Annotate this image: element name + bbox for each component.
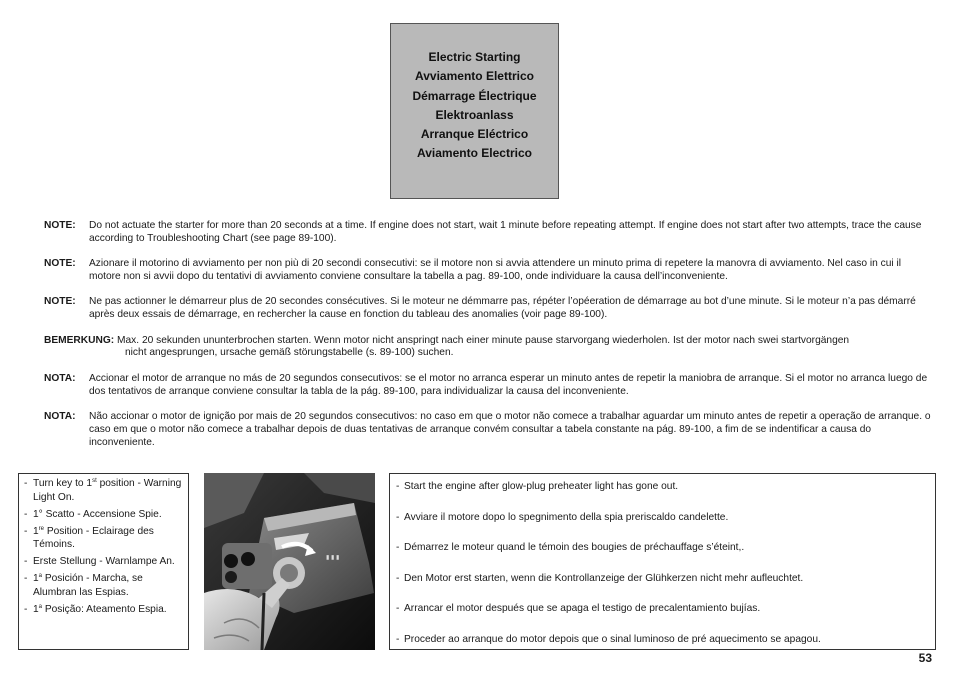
ignition-key-photo: [204, 473, 375, 650]
key-step-item: [24, 525, 184, 552]
note-label: NOTE:: [44, 258, 76, 270]
key-step-item: [24, 572, 184, 599]
note-text: Do not actuate the starter for more than 20 seconds at a time. If engine does not start, wait 1 minute before repeating attempt. If engine does not start after two attempts, trace the cause according to Troubleshooting Chart (see page 89-100).: [89, 220, 922, 244]
note-text-continued: nicht angesprungen, ursache gemäß störungstabelle (s. 89-100) suchen.: [125, 347, 454, 359]
note-text: Não accionar o motor de ignição por mais de 20 segundos consecutivos: no caso em que o motor não comece a trabalhar aguardar um minuto antes de repetir a operação de arranque. o caso em que o motor não comece a trabalhar depois de duas tentativas de arranque convém consultar a tabela constante na pág. 89-100, a fim de se indentificar a causa do inconveniente.: [89, 410, 931, 448]
key-step-text: 1: [33, 603, 39, 615]
key-step-text: Posición - Marcha, se Alumbran las Espias.: [33, 573, 143, 598]
instruction-item: [396, 511, 929, 542]
title-line: Avviamento Elettrico: [415, 69, 534, 84]
dash-bullet: -: [396, 542, 400, 553]
dash-bullet: -: [396, 481, 400, 492]
title-line: Elektroanlass: [435, 107, 514, 122]
key-step-item: [24, 603, 184, 617]
instruction-text: Avviare il motore dopo lo spegnimento della spia preriscaldo candelette.: [404, 511, 729, 523]
ignition-key-illustration: [204, 473, 375, 650]
key-step-text: 1: [33, 525, 39, 537]
title-box: [390, 23, 559, 199]
dash-bullet: -: [396, 603, 400, 614]
note-english: [44, 220, 934, 246]
instruction-text: Den Motor erst starten, wenn die Kontrollanzeige der Glühkerzen nicht mehr aufleuchtet.: [404, 572, 804, 584]
key-step-item: [24, 555, 184, 569]
note-text: Azionare il motorino di avviamento per non più di 20 secondi consecutivi: se il motore non si avvia attendere un minuto prima di repetere la manovra di avviamento. Nel caso in cui il motore non si avvii dopo du tentativi di avviamento conviene consultare la tabella a pag. 89-100, onde individuare la causa dell’inconveniente.: [89, 258, 902, 282]
notes-section: [44, 220, 934, 462]
superscript: st: [92, 478, 97, 484]
note-spanish: [44, 373, 934, 399]
key-step-text: Erste Stellung - Warnlampe An.: [33, 556, 175, 568]
note-label: NOTA:: [44, 410, 76, 422]
dash-bullet: -: [24, 478, 28, 489]
svg-text:▮ ▮ ▮: ▮ ▮ ▮: [326, 555, 340, 561]
key-step-text: 1° Scatto - Accensione Spie.: [33, 508, 162, 520]
note-label: NOTE:: [44, 220, 76, 231]
dash-bullet: -: [396, 572, 400, 584]
title-line: Electric Starting: [428, 50, 521, 64]
note-label: NOTA:: [44, 372, 76, 384]
key-step-text: Position - Eclairage des Témoins.: [33, 525, 154, 551]
instruction-item: [396, 480, 929, 511]
title-line: Démarrage Électrique: [412, 88, 537, 103]
instruction-item: [396, 572, 929, 603]
note-label: BEMERKUNG:: [44, 334, 115, 346]
note-text: Ne pas actionner le démarreur plus de 20 secondes consécutives. Si le moteur ne démmarre pas, répéter l’opéeration de démarrage au bot d’une minute. Si le moteur n’a pas démarré après deux essais de démarrage, en rechercher la cause en fonction du tableau des anomalies (voir page 89-100).: [89, 296, 916, 321]
dash-bullet: -: [396, 633, 400, 645]
key-step-text: position - Warning Light On.: [33, 478, 182, 503]
page-number: 53: [918, 651, 932, 665]
note-first-line: [44, 335, 934, 348]
note-french: [44, 296, 934, 322]
note-text: Accionar el motor de arranque no más de 20 segundos consecutivos: se el motor no arranca esperar un minuto antes de repetir la maniobra de arranque. Si el motor no arranca luego de dos tentativos de arranque conviene consultar la tabla de la pág. 89-100, para individualizar la causa del inconveniente.: [89, 372, 928, 397]
dash-bullet: -: [396, 511, 400, 523]
superscript: re: [38, 525, 45, 532]
dash-bullet: -: [24, 508, 28, 520]
dash-bullet: -: [24, 556, 28, 568]
superscript: a: [38, 603, 43, 610]
key-step-item: [24, 508, 184, 522]
key-step-item: [24, 477, 184, 504]
instruction-text: Start the engine after glow-plug preheater light has gone out.: [404, 481, 679, 492]
instruction-text: Démarrez le moteur quand le témoin des bougies de préchauffage s’éteint,.: [404, 542, 745, 553]
note-portuguese: [44, 411, 934, 449]
instruction-item: [396, 541, 929, 572]
dash-bullet: -: [24, 603, 28, 615]
dash-bullet: -: [24, 525, 28, 537]
dash-bullet: -: [24, 573, 28, 585]
instruction-text: Proceder ao arranque do motor depois que o sinal luminoso de pré aquecimento se apagou.: [404, 633, 821, 645]
note-text: Max. 20 sekunden ununterbrochen starten. Wenn motor nicht anspringt nach einer minute pause starvorgang wiederholen. Ist der motor nach swei startvorgängen: [117, 334, 850, 346]
key-step-text: Turn key to 1: [33, 478, 93, 489]
title-line: Arranque Eléctrico: [420, 127, 529, 142]
title-line: Aviamento Electrico: [417, 146, 532, 161]
key-step-text: Posição: Ateamento Espia.: [42, 603, 167, 615]
note-italian: [44, 258, 934, 284]
note-label: NOTE:: [44, 296, 76, 308]
instruction-text: Arrancar el motor después que se apaga el testigo de precalentamiento bujías.: [404, 603, 761, 614]
key-steps-box: [18, 473, 189, 650]
instruction-item: [396, 633, 929, 664]
instruction-item: [396, 602, 929, 633]
superscript: a: [38, 573, 43, 580]
key-step-text: 1: [33, 573, 39, 585]
start-instructions-box: [389, 473, 936, 650]
note-german: [44, 335, 934, 361]
